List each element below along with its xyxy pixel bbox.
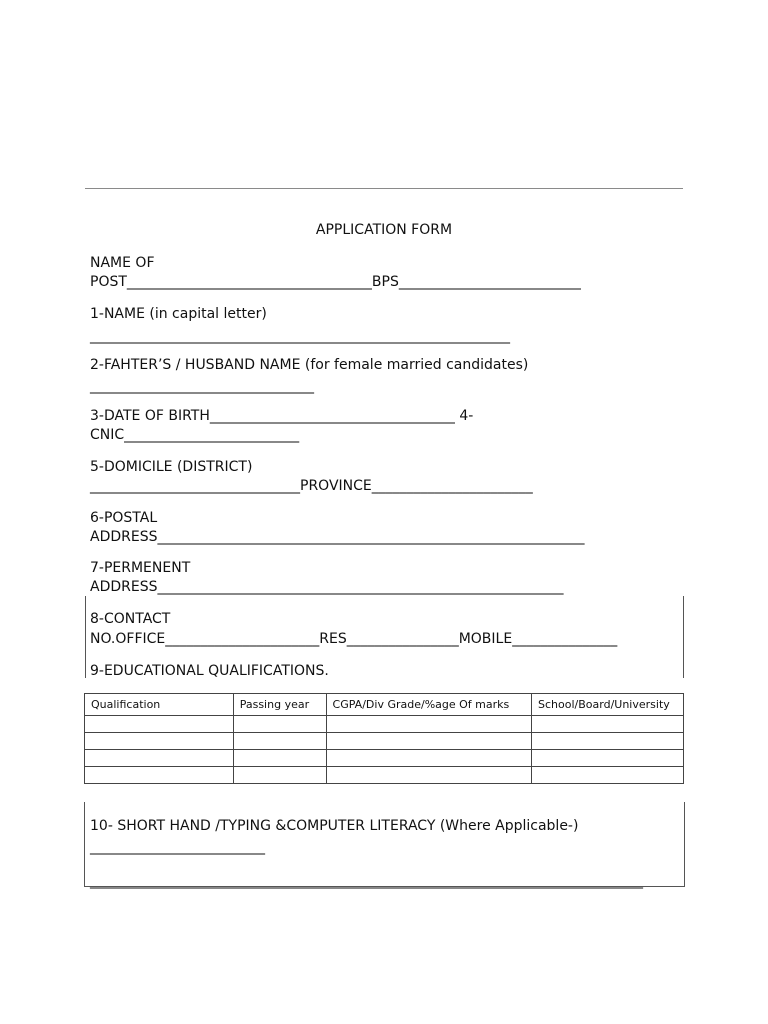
- table-cell[interactable]: [532, 750, 684, 767]
- table-cell[interactable]: [326, 733, 531, 750]
- table-cell[interactable]: [85, 716, 234, 733]
- table-cell[interactable]: [85, 750, 234, 767]
- post-label: NAME OF: [90, 255, 155, 271]
- contact-label: 8-CONTACT: [90, 611, 171, 627]
- header-school: School/Board/University: [532, 694, 684, 716]
- table-header-row: [85, 694, 684, 716]
- top-divider: [85, 188, 683, 189]
- name-label: 1-NAME (in capital letter): [90, 306, 267, 322]
- cnic-field[interactable]: CNIC_________________________: [90, 427, 300, 443]
- table-cell[interactable]: [233, 750, 326, 767]
- domicile-province-field[interactable]: ______________________________PROVINCE_______________________: [90, 478, 533, 494]
- contact-field[interactable]: NO.OFFICE______________________RES________________MOBILE_______________: [90, 631, 618, 647]
- education-heading: 9-EDUCATIONAL QUALIFICATIONS.: [90, 663, 329, 679]
- literacy-label: 10- SHORT HAND /TYPING &COMPUTER LITERACY (Where Applicable-): [90, 818, 579, 834]
- postal-address-field[interactable]: ADDRESS_____________________________________________________________: [90, 529, 585, 545]
- table-cell[interactable]: [532, 716, 684, 733]
- table-cell[interactable]: [233, 733, 326, 750]
- form-title: APPLICATION FORM: [315, 222, 453, 238]
- table-row: [85, 733, 684, 750]
- table-cell[interactable]: [233, 767, 326, 784]
- table-cell[interactable]: [85, 733, 234, 750]
- permanent-label: 7-PERMENENT: [90, 560, 191, 576]
- table-cell[interactable]: [326, 767, 531, 784]
- section-left-border: [85, 596, 86, 678]
- table-cell[interactable]: [326, 750, 531, 767]
- table-cell[interactable]: [532, 733, 684, 750]
- table-cell[interactable]: [85, 767, 234, 784]
- name-field[interactable]: ____________________________________________________________: [90, 328, 510, 344]
- domicile-label: 5-DOMICILE (DISTRICT): [90, 459, 253, 475]
- header-cgpa: CGPA/Div Grade/%age Of marks: [326, 694, 531, 716]
- table-row: [85, 767, 684, 784]
- header-qualification: Qualification: [85, 694, 234, 716]
- father-husband-label: 2-FAHTER’S / HUSBAND NAME (for female married candidates): [90, 357, 529, 373]
- header-passing-year: Passing year: [233, 694, 326, 716]
- table-row: [85, 716, 684, 733]
- father-husband-field[interactable]: ________________________________: [90, 378, 314, 394]
- post-field[interactable]: POST___________________________________BPS__________________________: [90, 274, 581, 290]
- literacy-field[interactable]: _________________________: [90, 839, 265, 855]
- section-right-border: [683, 596, 684, 678]
- table-row: [85, 750, 684, 767]
- dob-field[interactable]: 3-DATE OF BIRTH___________________________________ 4-: [90, 408, 474, 424]
- table-cell[interactable]: [233, 716, 326, 733]
- education-table: [84, 693, 684, 784]
- permanent-address-field[interactable]: ADDRESS__________________________________________________________: [90, 579, 564, 595]
- table-cell[interactable]: [326, 716, 531, 733]
- postal-label: 6-POSTAL: [90, 510, 158, 526]
- literacy-extra-field[interactable]: _______________________________________________________________________________: [90, 873, 643, 889]
- table-cell[interactable]: [532, 767, 684, 784]
